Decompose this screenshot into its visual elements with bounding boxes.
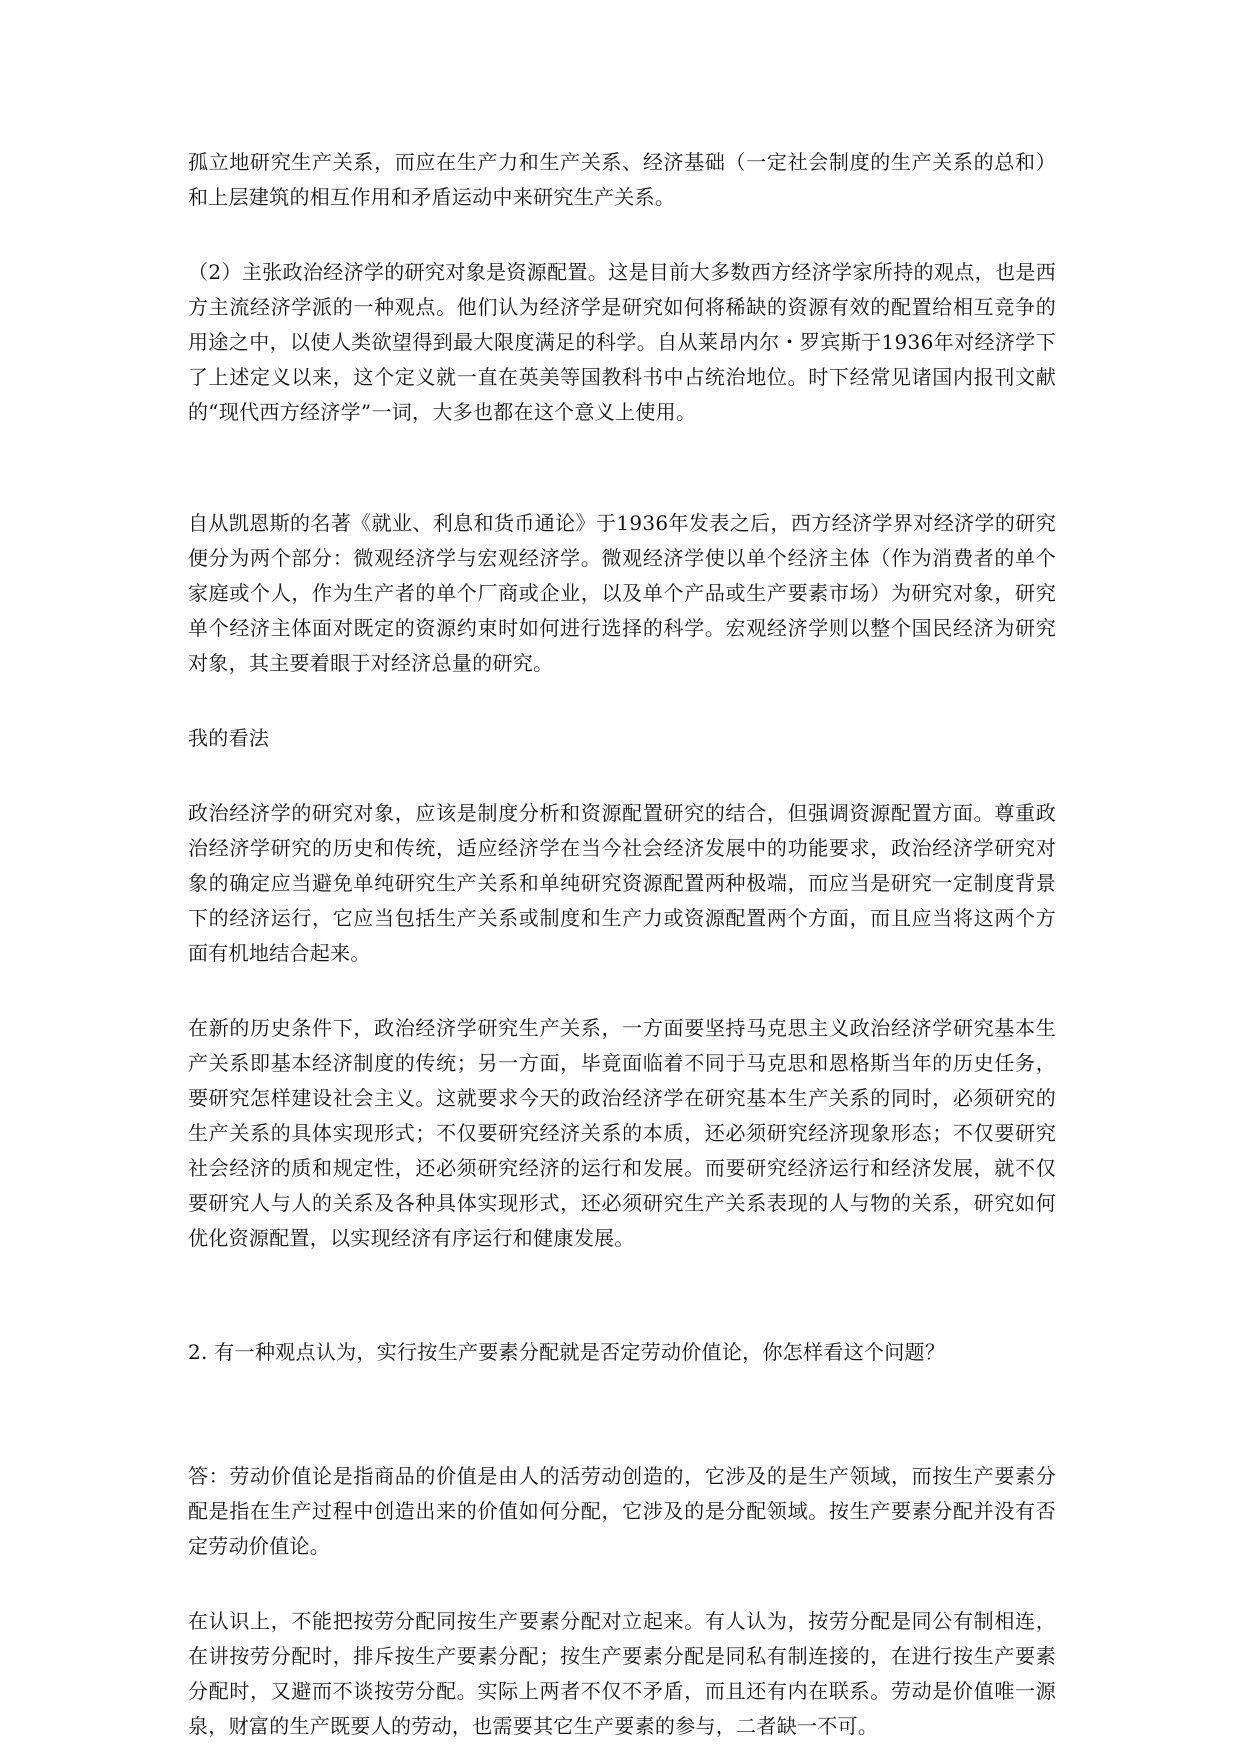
heading-my-view: 我的看法 xyxy=(188,726,270,750)
question-2: 2. 有一种观点认为，实行按生产要素分配就是否定劳动价值论，你怎样看这个问题？ xyxy=(188,1340,946,1364)
paragraph-production-relations: 孤立地研究生产关系，而应在生产力和生产关系、经济基础（一定社会制度的生产关系的总和）和上层建筑的相互作用和矛盾运动中来研究生产关系。 xyxy=(188,150,1056,209)
paragraph-new-conditions: 在新的历史条件下，政治经济学研究生产关系，一方面要坚持马克思主义政治经济学研究基本生产关系即基本经济制度的传统；另一方面，毕竟面临着不同于马克思和恩格斯当年的历史任务，要研究怎样建设社会主义。这就要求今天的政治经济学在研究基本生产关系的同时，必须研究的生产关系的具体实现形式；不仅要研究经济关系的本质，还必须研究经济现象形态；不仅要研究社会经济的质和规定性，还必须研究经济的运行和发展。而要研究经济运行和经济发展，就不仅要研究人与人的关系及各种具体实现形式，还必须研究生产关系表现的人与物的关系，研究如何优化资源配置，以实现经济有序运行和健康发展。 xyxy=(188,1016,1056,1250)
paragraph-my-view: 政治经济学的研究对象，应该是制度分析和资源配置研究的结合，但强调资源配置方面。尊重政治经济学研究的历史和传统，适应经济学在当今社会经济发展中的功能要求，政治经济学研究对象的确定应当避免单纯研究生产关系和单纯研究资源配置两种极端，而应当是研究一定制度背景下的经济运行，它应当包括生产关系或制度和生产力或资源配置两个方面，而且应当将这两个方面有机地结合起来。 xyxy=(188,801,1056,965)
document-page xyxy=(188,145,1056,1744)
paragraph-resource-allocation: （2）主张政治经济学的研究对象是资源配置。这是目前大多数西方经济学家所持的观点，也是西方主流经济学派的一种观点。他们认为经济学是研究如何将稀缺的资源有效的配置给相互竞争的用途之中，以使人类欲望得到最大限度满足的科学。自从莱昂内尔・罗宾斯于1936年对经济学下了上述定义以来，这个定义就一直在英美等国教科书中占统治地位。时下经常见诸国内报刊文献的“现代西方经济学”一词，大多也都在这个意义上使用。 xyxy=(188,260,1056,424)
paragraph-keynes: 自从凯恩斯的名著《就业、利息和货币通论》于1936年发表之后，西方经济学界对经济学的研究便分为两个部分：微观经济学与宏观经济学。微观经济学使以单个经济主体（作为消费者的单个家庭或个人，作为生产者的单个厂商或企业，以及单个产品或生产要素市场）为研究对象，研究单个经济主体面对既定的资源约束时如何进行选择的科学。宏观经济学则以整个国民经济为研究对象，其主要着眼于对经济总量的研究。 xyxy=(188,511,1056,675)
paragraph-distribution: 在认识上，不能把按劳分配同按生产要素分配对立起来。有人认为，按劳分配是同公有制相连，在讲按劳分配时，排斥按生产要素分配；按生产要素分配是同私有制连接的，在进行按生产要素分配时，又避而不谈按劳分配。实际上两者不仅不矛盾，而且还有内在联系。劳动是价值唯一源泉，财富的生产既要人的劳动，也需要其它生产要素的参与，二者缺一不可。 xyxy=(188,1609,1056,1738)
answer-2: 答：劳动价值论是指商品的价值是由人的活劳动创造的，它涉及的是生产领域，而按生产要素分配是指在生产过程中创造出来的价值如何分配，它涉及的是分配领域。按生产要素分配并没有否定劳动价值论。 xyxy=(188,1464,1056,1558)
